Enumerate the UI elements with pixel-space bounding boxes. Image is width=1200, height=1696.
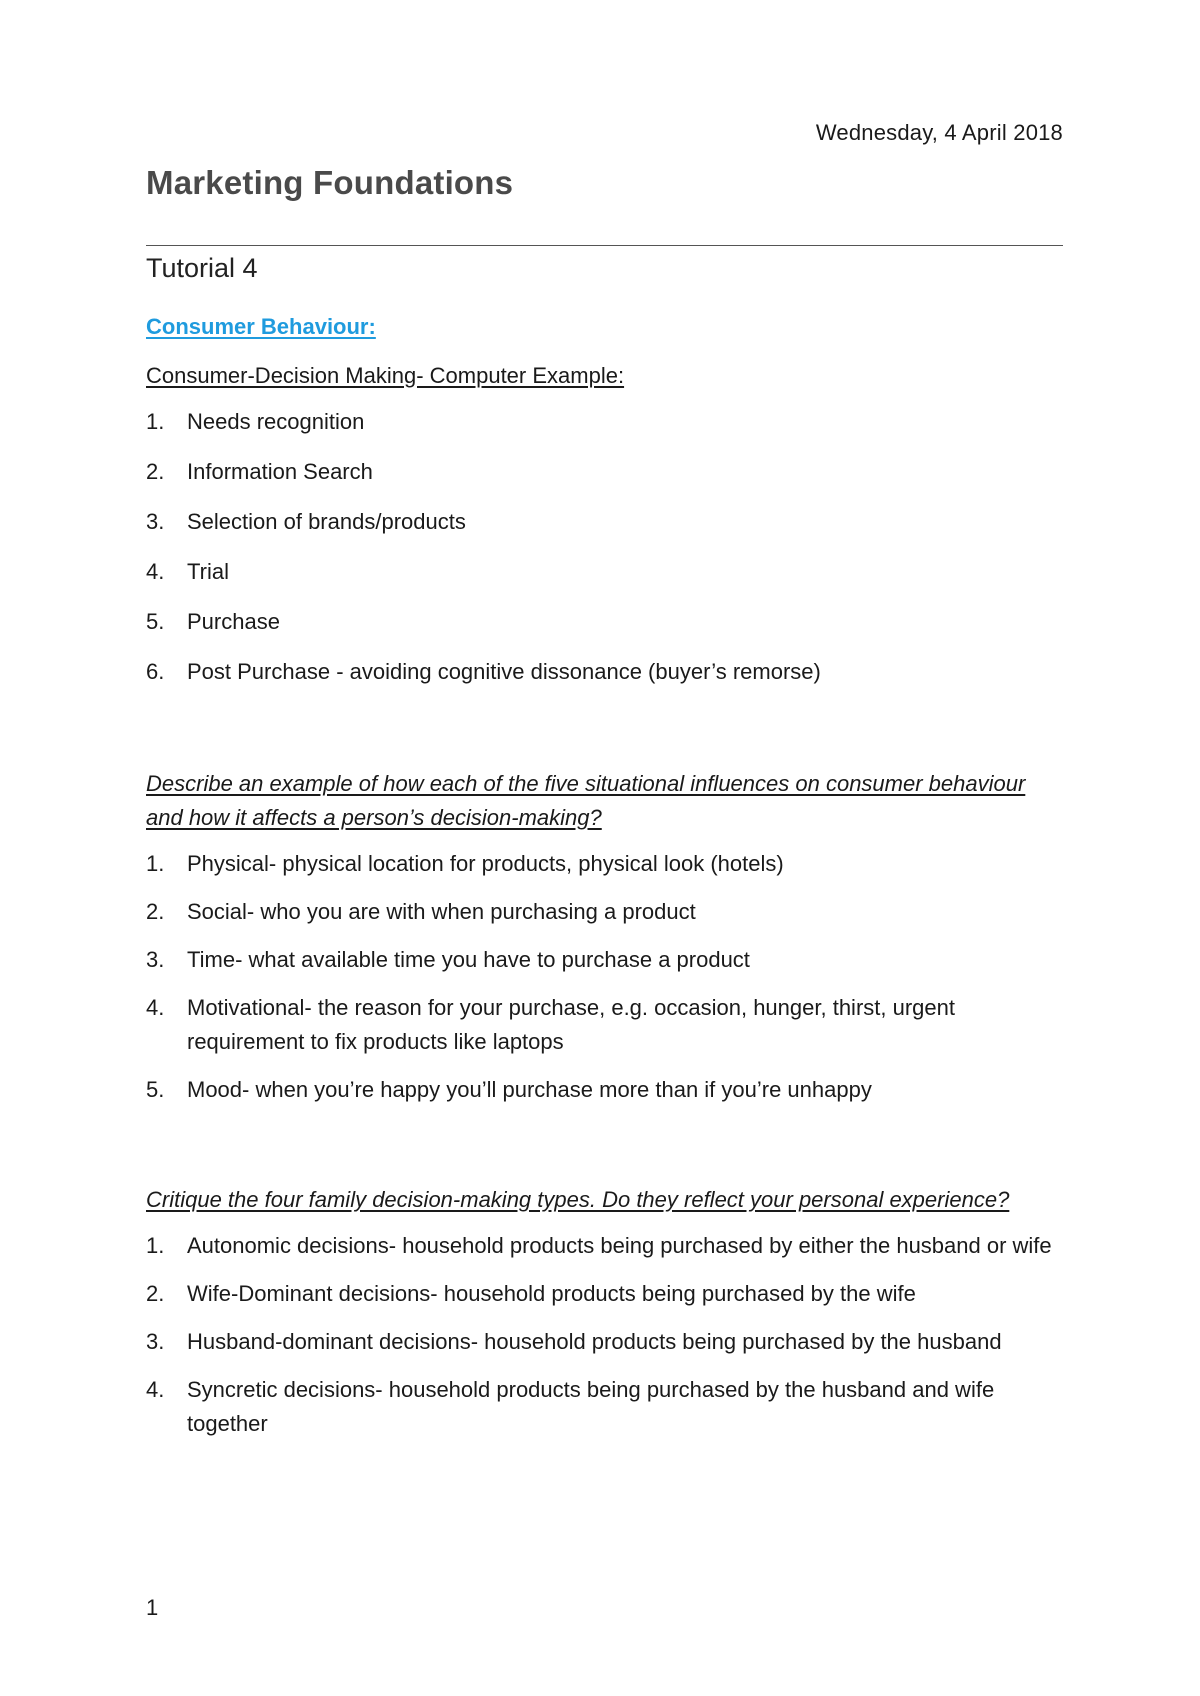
list-text: Needs recognition bbox=[187, 409, 365, 434]
list-item bbox=[146, 555, 1063, 589]
list-number: 2. bbox=[146, 1281, 165, 1306]
list-text: Wife-Dominant decisions- household products being purchased by the wife bbox=[187, 1281, 916, 1306]
divider bbox=[146, 245, 1063, 246]
list-text: Social- who you are with when purchasing a product bbox=[187, 899, 696, 924]
list-text: Mood- when you’re happy you’ll purchase more than if you’re unhappy bbox=[187, 1077, 872, 1102]
list-number: 5. bbox=[146, 609, 165, 634]
list-number: 4. bbox=[146, 1377, 165, 1402]
page-title: Marketing Foundations bbox=[146, 164, 514, 201]
list-text: Post Purchase - avoiding cognitive dissonance (buyer’s remorse) bbox=[187, 659, 821, 684]
date: Wednesday, 4 April 2018 bbox=[815, 120, 1063, 145]
list-number: 2. bbox=[146, 899, 165, 924]
list-number: 5. bbox=[146, 1077, 165, 1102]
list-number: 3. bbox=[146, 509, 165, 534]
list-text: Husband-dominant decisions- household products being purchased by the husband bbox=[187, 1329, 1002, 1354]
section-heading: Consumer Behaviour: bbox=[146, 314, 376, 339]
list-text: Autonomic decisions- household products being purchased by either the husband or wife bbox=[187, 1233, 1052, 1258]
list-item bbox=[146, 1229, 1063, 1263]
list-number: 3. bbox=[146, 1329, 165, 1354]
list-number: 2. bbox=[146, 459, 165, 484]
spacer bbox=[146, 705, 1063, 767]
family-list bbox=[146, 1229, 1063, 1441]
document-body bbox=[146, 310, 1063, 1455]
list-item bbox=[146, 991, 1063, 1059]
list-item bbox=[146, 847, 1063, 881]
spacer bbox=[146, 1121, 1063, 1183]
decision-making-list bbox=[146, 405, 1063, 689]
list-item bbox=[146, 655, 1063, 689]
list-text: Motivational- the reason for your purchase, e.g. occasion, hunger, thirst, urgent requirement to fix products like laptops bbox=[187, 995, 955, 1054]
list-number: 1. bbox=[146, 851, 165, 876]
decision-making-heading: Consumer-Decision Making- Computer Example: bbox=[146, 363, 625, 388]
family-question: Critique the four family decision-making types. Do they reflect your personal experience? bbox=[146, 1187, 1010, 1212]
list-number: 1. bbox=[146, 1233, 165, 1258]
situational-question: Describe an example of how each of the five situational influences on consumer behaviour and how it affects a person’s decision-making? bbox=[146, 771, 1026, 830]
list-item bbox=[146, 1325, 1063, 1359]
list-text: Physical- physical location for products, physical look (hotels) bbox=[187, 851, 784, 876]
page-number: 1 bbox=[146, 1595, 159, 1620]
list-text: Trial bbox=[187, 559, 229, 584]
list-item bbox=[146, 1073, 1063, 1107]
list-number: 4. bbox=[146, 995, 165, 1020]
list-text: Purchase bbox=[187, 609, 280, 634]
list-item bbox=[146, 505, 1063, 539]
list-item bbox=[146, 605, 1063, 639]
list-text: Selection of brands/products bbox=[187, 509, 466, 534]
situational-list bbox=[146, 847, 1063, 1107]
list-item bbox=[146, 455, 1063, 489]
list-number: 1. bbox=[146, 409, 165, 434]
list-item bbox=[146, 895, 1063, 929]
list-number: 4. bbox=[146, 559, 165, 584]
list-number: 3. bbox=[146, 947, 165, 972]
list-text: Information Search bbox=[187, 459, 373, 484]
list-item bbox=[146, 1373, 1063, 1441]
list-item bbox=[146, 1277, 1063, 1311]
list-text: Time- what available time you have to purchase a product bbox=[187, 947, 750, 972]
subtitle: Tutorial 4 bbox=[146, 253, 258, 283]
list-text: Syncretic decisions- household products being purchased by the husband and wife together bbox=[187, 1377, 995, 1436]
list-number: 6. bbox=[146, 659, 165, 684]
list-item bbox=[146, 943, 1063, 977]
list-item bbox=[146, 405, 1063, 439]
